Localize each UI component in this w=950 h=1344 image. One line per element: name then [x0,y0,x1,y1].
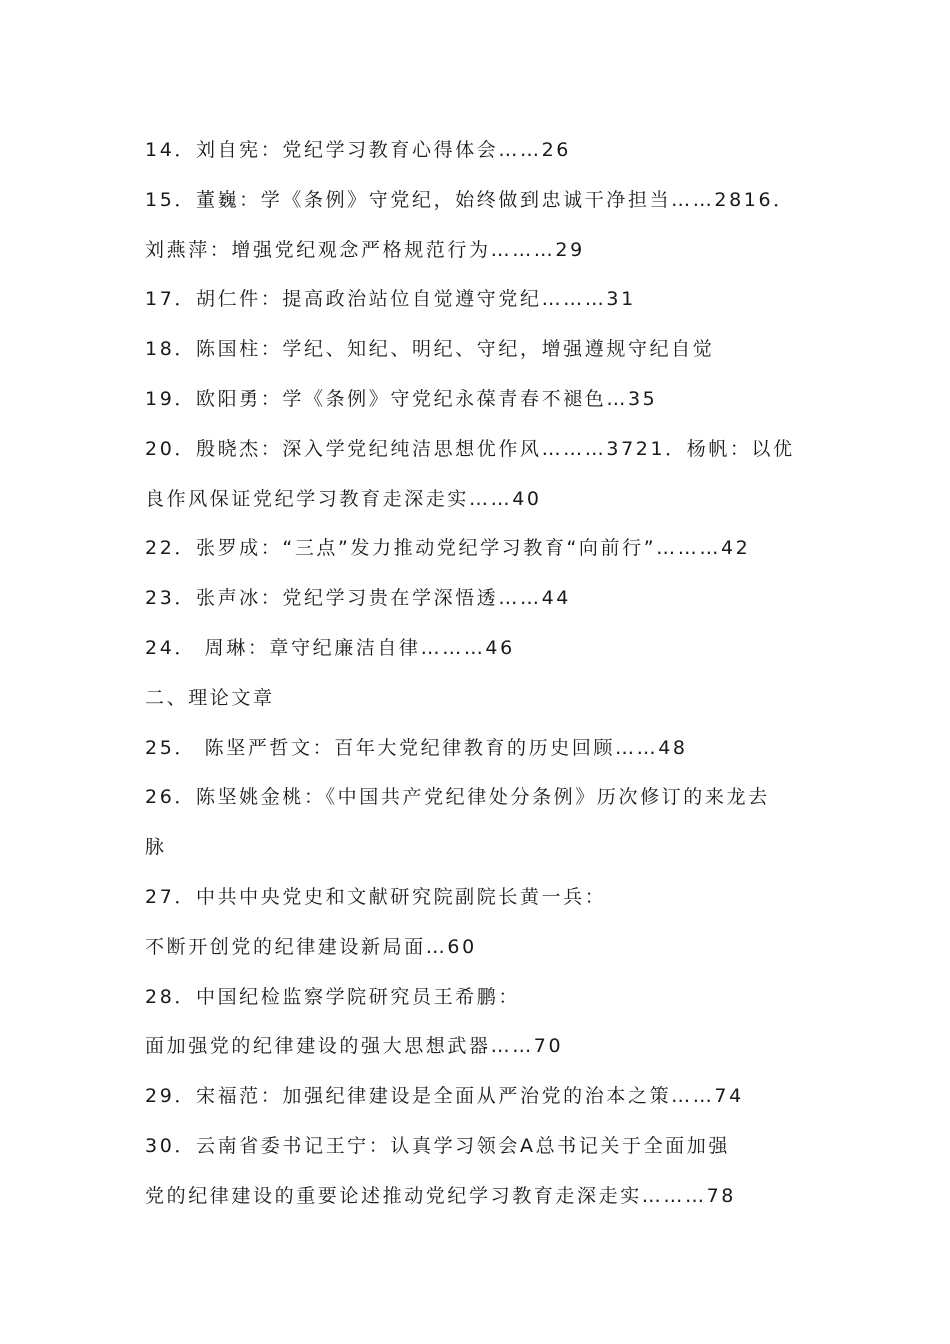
toc-line: 刘燕萍：增强党纪观念严格规范行为………29 [145,238,585,261]
toc-line: 不断开创党的纪律建设新局面…60 [145,935,477,958]
toc-line: 23．张声冰：党纪学习贵在学深悟透……44 [145,587,571,610]
toc-line: 20．殷晓杰：深入学党纪纯洁思想优作风………3721．杨帆：以优 [145,437,795,460]
toc-line: 14．刘自宪：党纪学习教育心得体会……26 [145,139,571,161]
table-of-contents [145,126,815,1222]
toc-line: 脉 [145,836,167,859]
toc-line: 30．云南省委书记王宁：认真学习领会A总书记关于全面加强 [145,1134,730,1157]
toc-line: 28．中国纪检监察学院研究员王希鹏： [145,985,520,1008]
toc-line: 良作风保证党纪学习教育走深走实……40 [145,487,542,510]
toc-line: 面加强党的纪律建设的强大思想武器……70 [145,1035,564,1058]
toc-line: 26．陈坚姚金桃：《中国共产党纪律处分条例》历次修订的来龙去 [145,786,770,809]
toc-line: 27．中共中央党史和文献研究院副院长黄一兵： [145,885,607,908]
toc-line: 25． 陈坚严哲文：百年大党纪律教育的历史回顾……48 [145,736,688,759]
section-heading: 二、理论文章 [145,686,275,709]
toc-line: 19．欧阳勇：学《条例》守党纪永葆青春不褪色…35 [145,387,658,410]
toc-line: 24． 周琳：章守纪廉洁自律………46 [145,636,515,659]
toc-line: 18．陈国柱：学纪、知纪、明纪、守纪，增强遵规守纪自觉 [145,338,715,361]
toc-line: 29．宋福范：加强纪律建设是全面从严治党的治本之策……74 [145,1085,744,1108]
toc-line: 党的纪律建设的重要论述推动党纪学习教育走深走实………78 [145,1184,736,1207]
toc-line: 22．张罗成：“三点”发力推动党纪学习教育“向前行”………42 [145,537,751,560]
toc-line: 17．胡仁件：提高政治站位自觉遵守党纪………31 [145,288,636,311]
toc-line: 15．董巍：学《条例》守党纪，始终做到忠诚干净担当……2816． [145,188,795,211]
